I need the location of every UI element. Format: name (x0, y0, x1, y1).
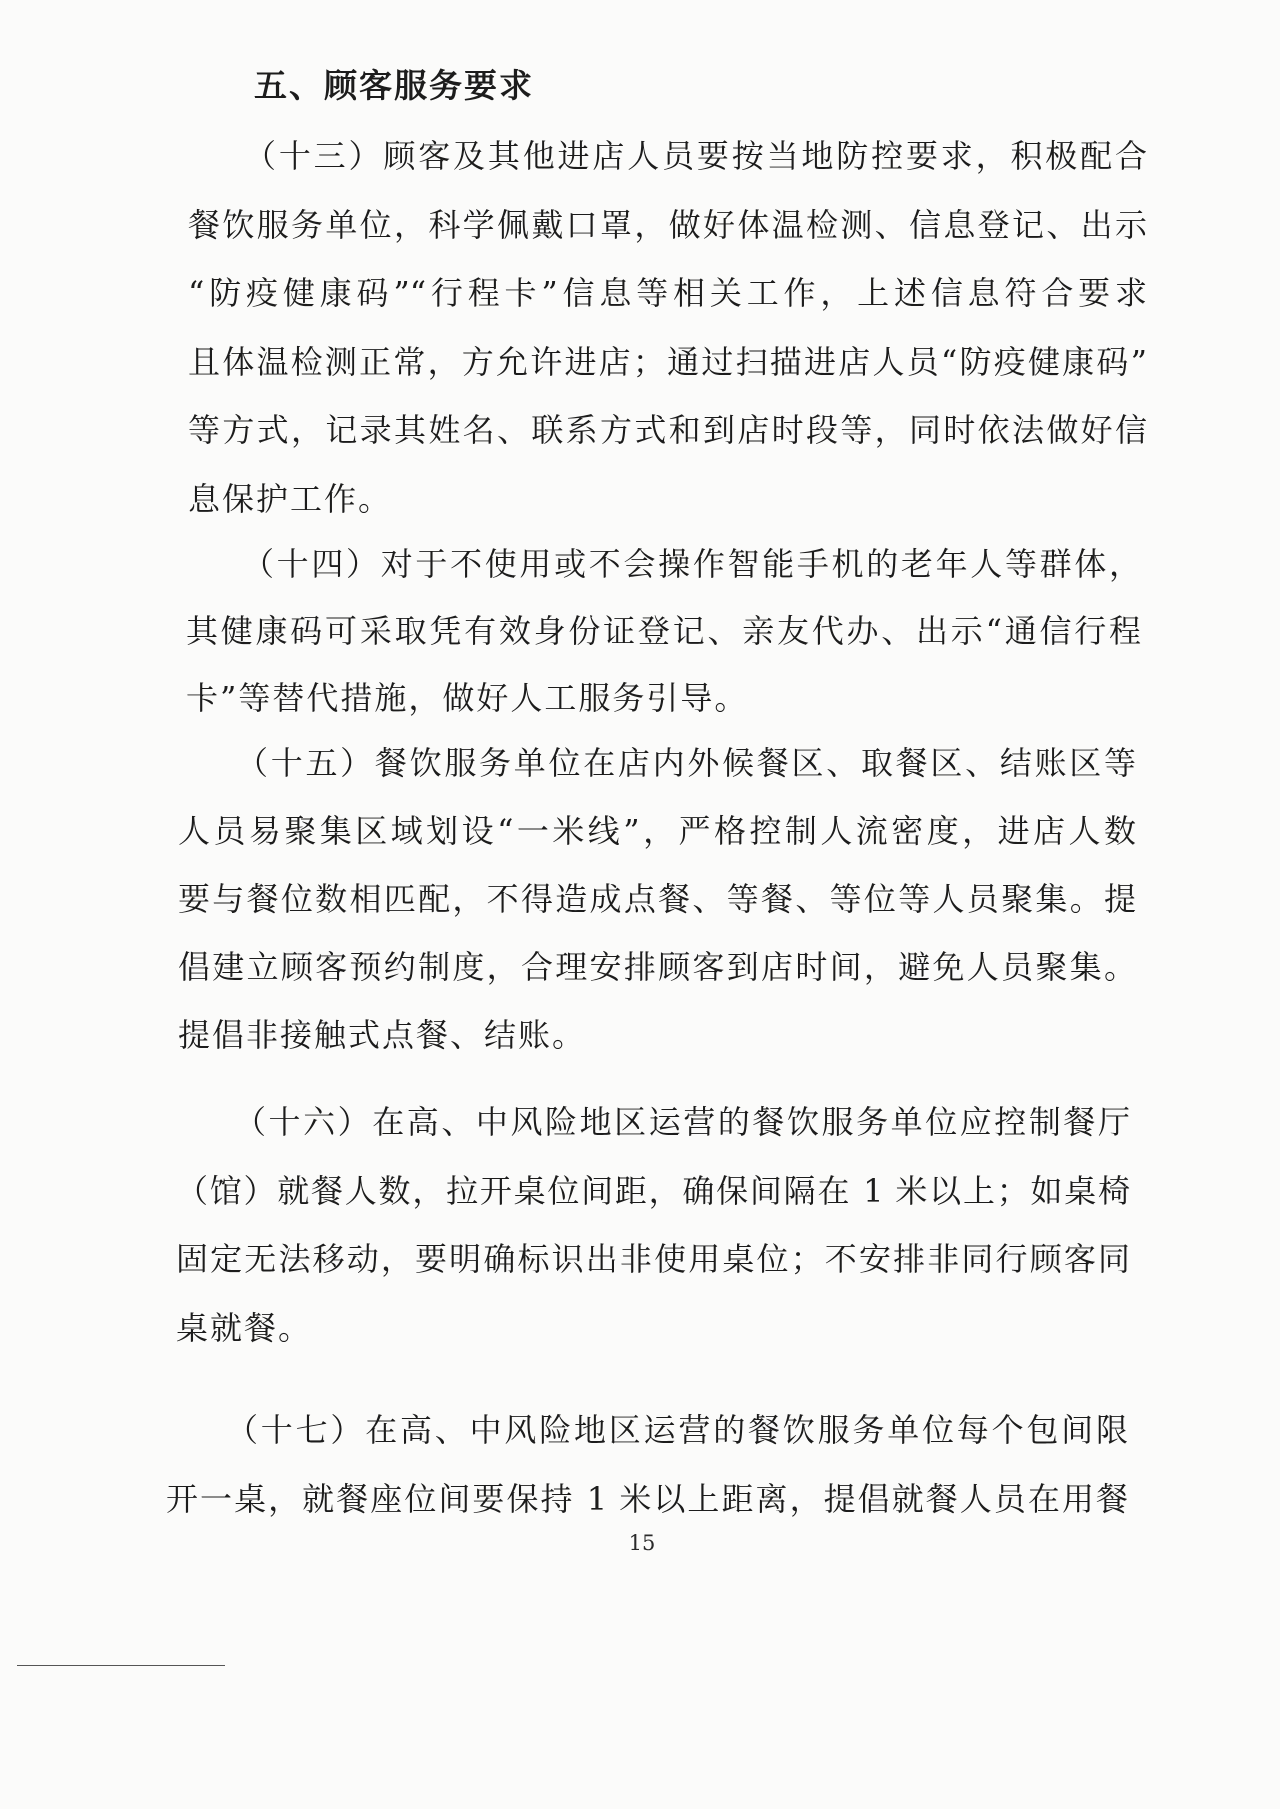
text-line: 等方式，记录其姓名、联系方式和到店时段等，同时依法做好信 (188, 411, 1147, 449)
page-number: 15 (628, 1531, 656, 1555)
section-heading: 五、顾客服务要求 (254, 66, 534, 105)
text-line: 要与餐位数相匹配，不得造成点餐、等餐、等位等人员聚集。提 (178, 880, 1136, 918)
text-line: （十七）在高、中风险地区运营的餐饮服务单位每个包间限 (226, 1411, 1128, 1449)
paragraph-15 (178, 729, 1136, 1069)
text-line: 餐饮服务单位，科学佩戴口罩，做好体温检测、信息登记、出示 (188, 205, 1147, 244)
text-line: 卡”等替代措施，做好人工服务引导。 (186, 679, 749, 717)
text-line: （馆）就餐人数，拉开桌位间距，确保间隔在 1 米以上；如桌椅 (176, 1171, 1130, 1210)
text-line: 提倡非接触式点餐、结账。 (178, 1016, 587, 1054)
paragraph-14 (186, 531, 1141, 732)
text-line: 息保护工作。 (188, 479, 393, 518)
text-line: 固定无法移动，要明确标识出非使用桌位；不安排非同行顾客同 (176, 1240, 1130, 1278)
paragraph-17 (166, 1396, 1128, 1534)
text-line: 且体温检测正常，方允许进店；通过扫描进店人员“防疫健康码” (188, 342, 1147, 381)
text-line: “防疫健康码”“行程卡”信息等相关工作，上述信息符合要求 (188, 274, 1147, 312)
text-line: 开一桌，就餐座位间要保持 1 米以上距离，提倡就餐人员在用餐 (166, 1480, 1128, 1518)
text-line: 倡建立顾客预约制度，合理安排顾客到店时间，避免人员聚集。 (178, 948, 1136, 986)
paragraph-13 (188, 122, 1147, 533)
text-line: （十五）餐饮服务单位在店内外候餐区、取餐区、结账区等 (236, 744, 1136, 782)
text-line: 其健康码可采取凭有效身份证登记、亲友代办、出示“通信行程 (186, 612, 1141, 650)
text-line: （十四）对于不使用或不会操作智能手机的老年人等群体， (242, 545, 1141, 583)
footnote-divider (17, 1665, 225, 1666)
text-line: （十六）在高、中风险地区运营的餐饮服务单位应控制餐厅 (234, 1103, 1130, 1141)
text-line: 桌就餐。 (176, 1308, 313, 1347)
text-line: 人员易聚集区域划设“一米线”，严格控制人流密度，进店人数 (178, 812, 1136, 850)
paragraph-16 (176, 1088, 1130, 1362)
text-line: （十三）顾客及其他进店人员要按当地防控要求，积极配合 (244, 137, 1147, 175)
